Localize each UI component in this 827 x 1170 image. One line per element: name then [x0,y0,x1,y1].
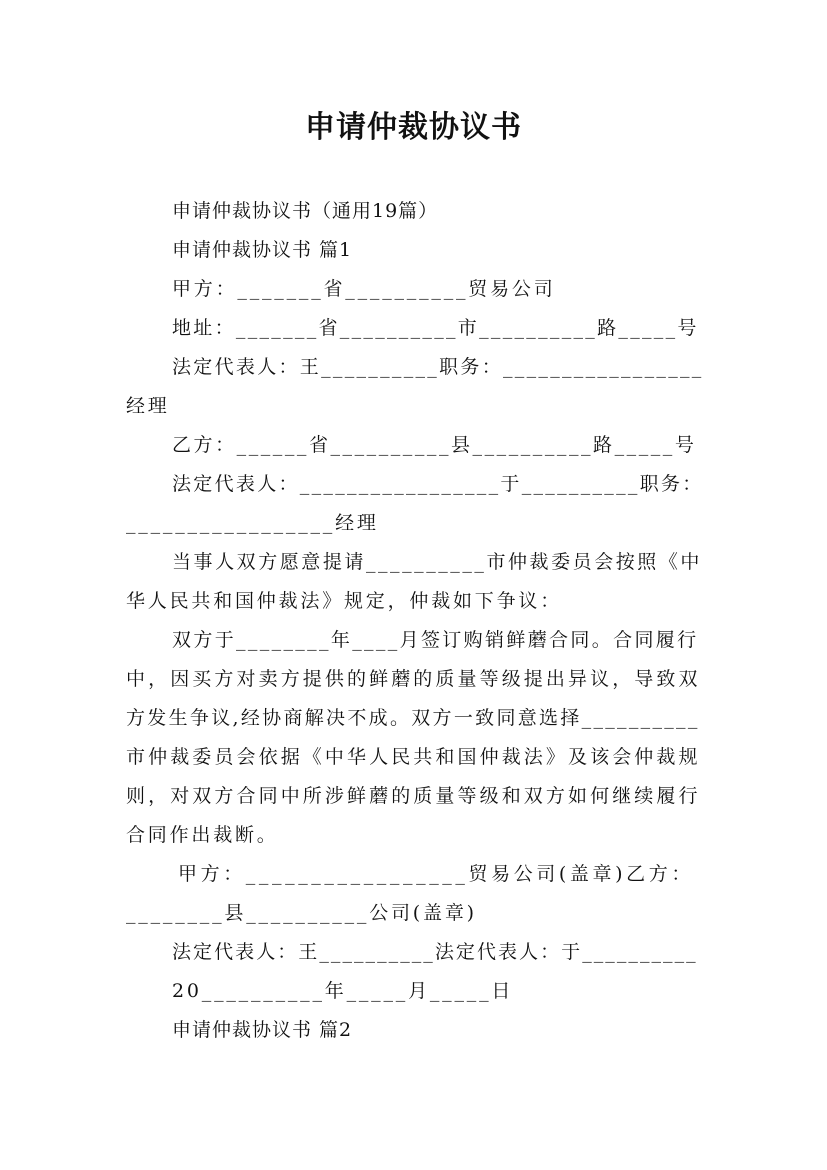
signature-line: ________县__________公司(盖章) [126,902,477,924]
body-paragraph-line: 当事人双方愿意提请__________市仲裁委员会按照《中 [172,551,702,573]
position-line-b: _________________经理 [126,512,379,534]
body-paragraph-line: 华人民共和国仲裁法》规定，仲裁如下争议： [126,590,563,612]
signature-rep-line: 法定代表人：王__________法定代表人：于__________ [172,941,698,963]
body-paragraph-line: 双方于________年____月签订购销鲜蘑合同。合同履行 [172,629,699,651]
position-line: 经理 [126,395,170,417]
body-paragraph-line: 则，对双方合同中所涉鲜蘑的质量等级和双方如何继续履行 [126,785,701,807]
party-b-line: 乙方：______省__________县__________路_____号 [172,434,697,456]
party-a-line: 甲方：_______省__________贸易公司 [172,278,556,300]
legal-rep-line: 法定代表人：王__________职务：_________________ [172,356,704,378]
body-paragraph-line: 方发生争议,经协商解决不成。双方一致同意选择__________ [126,707,700,729]
section-heading: 申请仲裁协议书 篇1 [172,239,353,261]
subtitle-line: 申请仲裁协议书（通用19篇） [172,200,439,222]
body-paragraph-line: 市仲裁委员会依据《中华人民共和国仲裁法》及该会仲裁规 [126,746,701,768]
document-title: 申请仲裁协议书 [305,110,522,145]
address-line: 地址：_______省__________市__________路_____号 [172,317,699,339]
body-paragraph-line: 合同作出裁断。 [126,824,279,846]
section-heading: 申请仲裁协议书 篇2 [172,1019,353,1041]
signature-line: 甲方：_________________贸易公司(盖章)乙方： [178,863,694,885]
date-line: 20__________年_____月_____日 [172,980,514,1002]
body-paragraph-line: 中，因买方对卖方提供的鲜蘑的质量等级提出异议，导致双 [126,668,701,690]
legal-rep-line-b: 法定代表人：_________________于__________职务： [172,473,704,495]
